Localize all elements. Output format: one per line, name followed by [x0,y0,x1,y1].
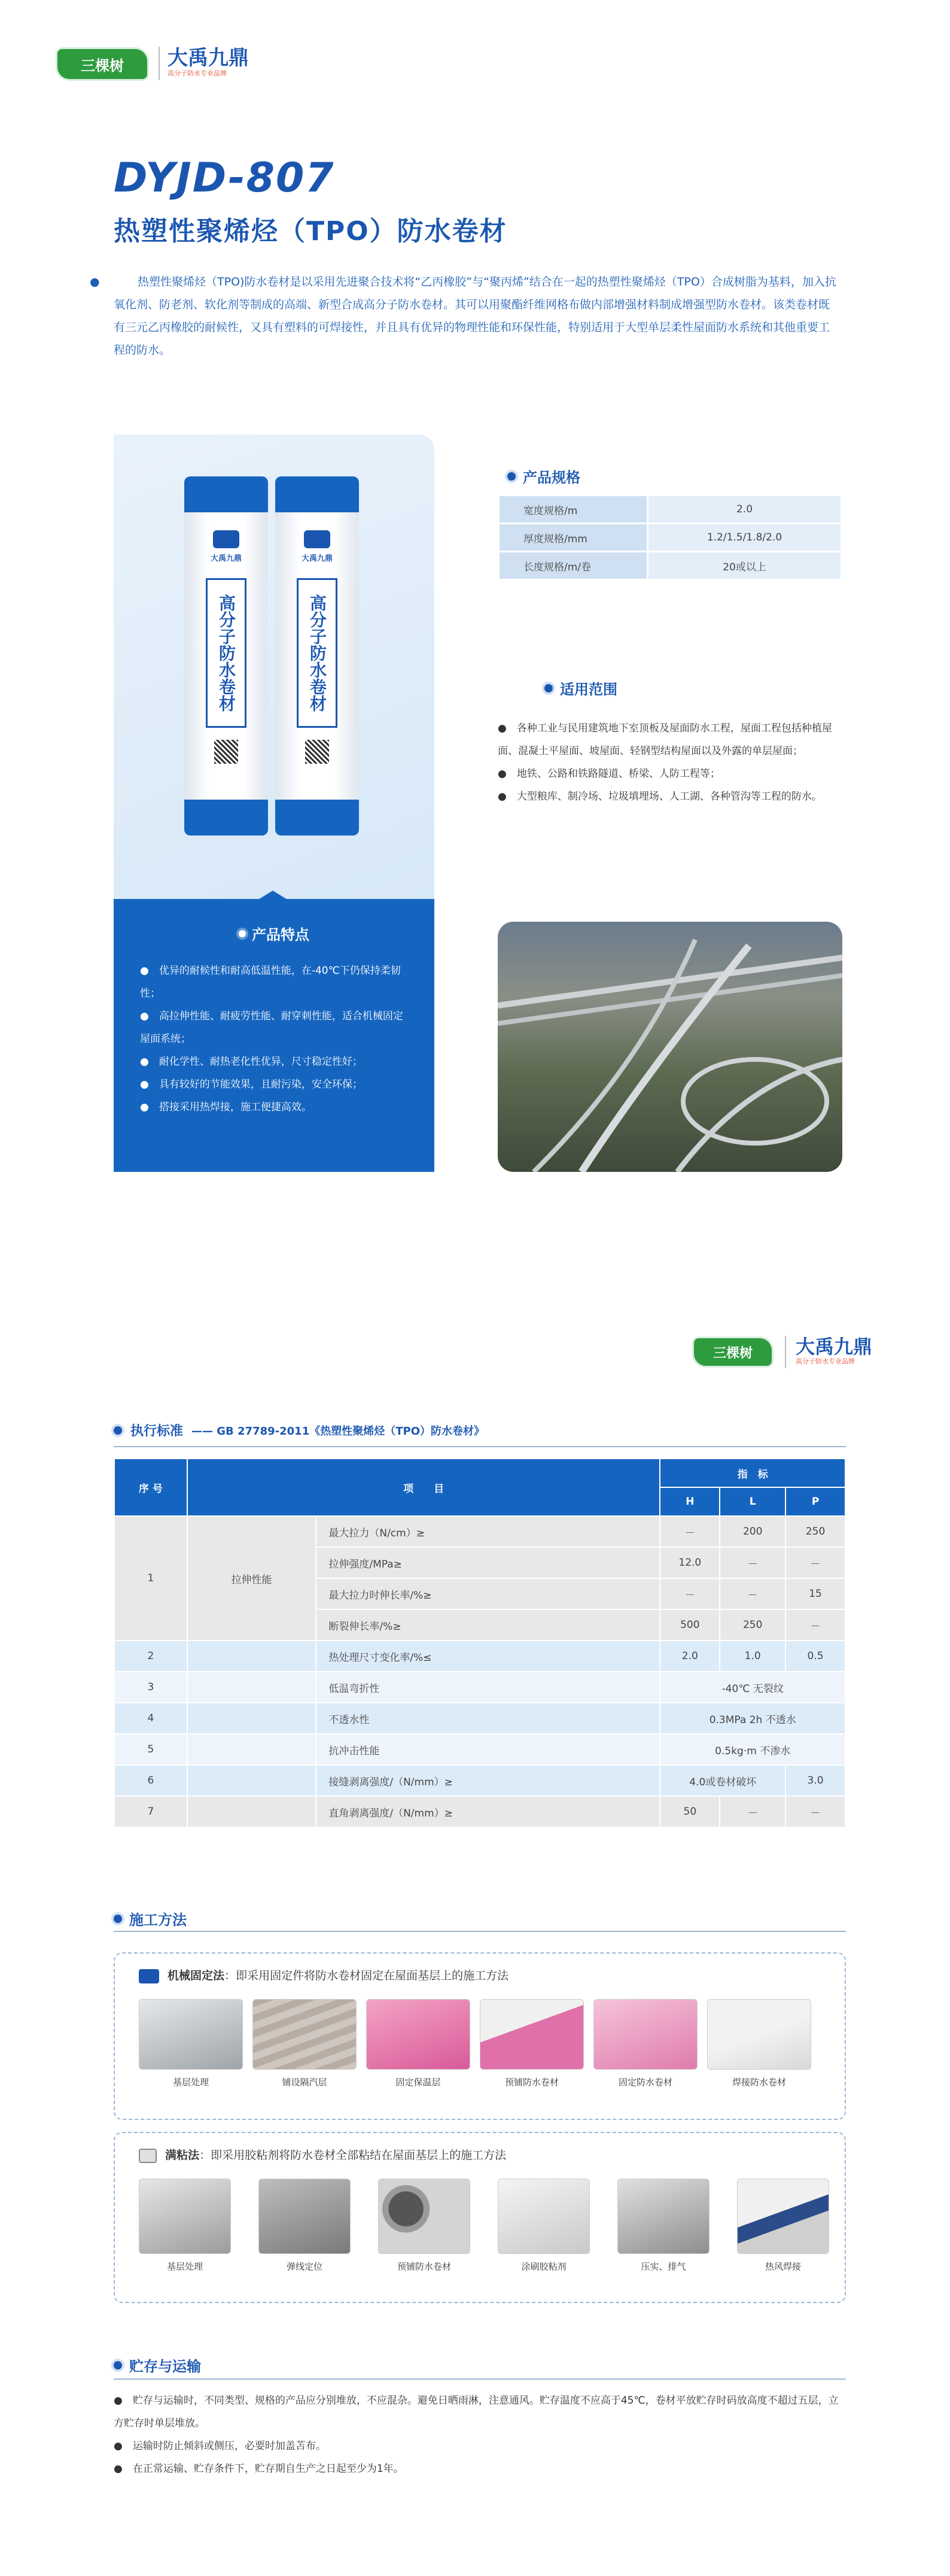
step-image [617,2179,710,2254]
step: 弹线定位 [258,2179,351,2273]
bullet-dot-icon [239,930,246,937]
adhesive-method-heading: 满粘法：即采用胶粘剂将防水卷材全部粘结在屋面基层上的施工方法 [139,2146,506,2163]
step: 涂刷胶粘剂 [498,2179,590,2273]
table-row: 拉伸强度/MPa≥ 12.0 － － [114,1547,845,1578]
qr-code-icon [305,740,329,764]
dayu-logo-sub: 高分子防水专业品牌 [168,69,227,77]
sankeshu-logo-2: 三棵树 [694,1338,772,1366]
step: 预铺防水卷材 [378,2179,470,2273]
feature-item: ● 高拉伸性能、耐疲劳性能、耐穿刺性能，适合机械固定屋面系统； [140,1010,403,1045]
dayu-logo-text: 大禹九鼎 [168,46,249,70]
spec-row: 厚度规格/mm 1.2/1.5/1.8/2.0 [500,524,841,551]
roll-title: 高分子防水卷材 [206,578,246,728]
step-image [707,1999,811,2070]
storage-list [114,2389,846,2480]
standard-heading [114,1421,485,1439]
scope-title: 适用范围 [560,681,617,698]
features-list [140,959,413,1119]
construction-title: 施工方法 [129,1912,187,1928]
brand-logos-top [57,45,159,83]
product-roll-right [275,476,359,836]
roll-title: 高分子防水卷材 [297,578,337,728]
sankeshu-logo: 三棵树 [57,49,147,79]
storage-divider [114,2378,846,2380]
performance-table [114,1458,846,1828]
specs-title: 产品规格 [523,469,580,486]
construction-divider [114,1931,846,1932]
adhesive-steps [139,2179,829,2273]
standard-divider [114,1446,846,1447]
scope-item: ● 大型粮库、制冷场、垃圾填埋场、人工湖、各种管沟等工程的防水。 [498,791,822,803]
step-image [480,1999,584,2070]
standard-text: —— GB 27789-2011《热塑性聚烯烃（TPO）防水卷材》 [191,1424,485,1438]
spec-row: 长度规格/m/卷 20或以上 [500,552,841,579]
highway-interchange-image [498,922,842,1172]
step-image [378,2179,470,2254]
step: 热风焊接 [737,2179,829,2273]
intro-text: 热塑性聚烯烃（TPO)防水卷材是以采用先进聚合技术将“乙丙橡胶”与“聚丙烯”结合在一起的热塑性聚烯烃（TPO）合成树脂为基料，加入抗氧化剂、防老剂、软化剂等制成的高端、新型合成高分子防水卷材。其可以用聚酯纤维网格布做内部增强材料制成增强型防水卷材。该类卷材既有三元乙丙橡胶的耐候性，又具有塑料的可焊接性，并且具有优异的物理性能和环保性能，特别适用于大型单层柔性屋面防水系统和其他重要工程的防水。 [114,275,836,357]
step: 预铺防水卷材 [480,1999,584,2088]
product-name: 热塑性聚烯烃（TPO）防水卷材 [114,216,507,247]
roll-brand: 大禹九鼎 [210,554,242,563]
specs-table [498,494,842,581]
feature-item: ● 优异的耐候性和耐高低温性能，在-40℃下仍保持柔韧性； [140,965,401,1000]
adhesive-method-box [114,2132,846,2303]
features-panel [114,899,434,1172]
product-code: DYJD-807 [114,154,335,202]
table-header-row: H L P [114,1487,845,1516]
step: 固定保温层 [366,1999,470,2088]
mechanical-method-box [114,1952,846,2120]
aerial-highway-photo [498,922,842,1172]
step: 压实、排气 [617,2179,710,2273]
scope-heading [544,678,617,698]
table-row: 断裂伸长率/%≥ 500 250 － [114,1609,845,1641]
intro-bullet: ● [90,275,100,288]
dayu-logo-2 [796,1337,872,1366]
step-image [498,2179,590,2254]
step-image [139,1999,243,2070]
bullet-dot-icon [114,1426,122,1435]
feature-item: ● 耐化学性、耐热老化性优异，尺寸稳定性好； [140,1056,363,1068]
roller-icon [139,2149,157,2163]
features-pointer [257,891,288,900]
scope-list [498,717,842,808]
roll-cap [275,476,359,512]
table-row: 7 直角剥离强度/（N/mm）≥ 50 － － [114,1796,845,1827]
drill-icon [139,1969,159,1983]
product-intro [90,271,838,362]
qr-code-icon [214,740,238,764]
feature-item: ● 搭接采用热焊接，施工便捷高效。 [140,1101,312,1113]
standard-title: 执行标准 [130,1424,184,1439]
bullet-dot-icon [114,2361,122,2370]
storage-heading [114,2355,201,2375]
spec-row: 宽度规格/m 2.0 [500,496,841,523]
roll-cap [184,476,268,512]
product-roll-left [184,476,268,836]
roll-brand: 大禹九鼎 [301,554,333,563]
logo-divider [159,47,160,80]
bullet-dot-icon [114,1915,122,1923]
storage-item: ● 在正常运输、贮存条件下，贮存期自生产之日起至少为1年。 [114,2463,404,2475]
step: 基层处理 [139,1999,243,2088]
table-row: 最大拉力时伸长率/%≥ － － 15 [114,1578,845,1609]
step: 基层处理 [139,2179,231,2273]
mechanical-steps [139,1999,811,2088]
storage-item: ● 贮存与运输时，不同类型、规格的产品应分别堆放，不应混杂。避免日晒雨淋，注意通风。贮存温度不应高于45℃，卷材平放贮存时码放高度不超过五层，立方贮存时单层堆放。 [114,2395,839,2429]
table-row: 6 接缝剥离强度/（N/mm）≥ 4.0或卷材破坏 3.0 [114,1765,845,1796]
step-image [737,2179,829,2254]
table-row: 5 抗冲击性能 0.5kg·m 不渗水 [114,1734,845,1765]
scope-item: ● 地铁、公路和铁路隧道、桥梁、人防工程等； [498,768,720,780]
step-image [139,2179,231,2254]
step: 焊接防水卷材 [707,1999,811,2088]
dayu-logo [168,48,249,78]
bullet-dot-icon [544,684,553,692]
feature-item: ● 具有较好的节能效果，且耐污染，安全环保； [140,1079,363,1090]
mechanical-method-heading: 机械固定法：即采用固定件将防水卷材固定在屋面基层上的施工方法 [139,1967,509,1983]
roll-logo-icon [304,530,330,548]
features-title: 产品特点 [252,926,309,943]
step-image [252,1999,357,2070]
step: 铺设隔汽层 [252,1999,357,2088]
table-header-row: 序 号 项 目 指 标 [114,1459,845,1487]
table-row: 4 不透水性 0.3MPa 2h 不透水 [114,1703,845,1734]
product-image-panel [114,435,434,899]
step: 固定防水卷材 [593,1999,698,2088]
step-image [258,2179,351,2254]
construction-heading [114,1908,187,1929]
storage-title: 贮存与运输 [129,2358,201,2375]
step-image [593,1999,698,2070]
storage-item: ● 运输时防止倾斜或侧压，必要时加盖苫布。 [114,2440,326,2452]
roll-cap [275,800,359,836]
features-heading [114,923,434,944]
table-row: 1 拉伸性能 最大拉力（N/cm）≥ － 200 250 [114,1516,845,1547]
specs-heading [507,466,580,487]
scope-item: ● 各种工业与民用建筑地下室顶板及屋面防水工程，屋面工程包括种植屋面、混凝土平屋面、坡屋面、轻钢型结构屋面以及外露的单层屋面； [498,722,832,757]
dayu-logo-text: 大禹九鼎 [796,1335,873,1358]
table-row: 2 热处理尺寸变化率/%≤ 2.0 1.0 0.5 [114,1641,845,1672]
roll-cap [184,800,268,836]
logo-divider-2 [785,1336,786,1368]
dayu-logo-sub: 高分子防水专业品牌 [796,1357,855,1365]
table-row: 3 低温弯折性 -40℃ 无裂纹 [114,1672,845,1703]
bullet-dot-icon [507,472,516,481]
step-image [366,1999,470,2070]
roll-logo-icon [213,530,239,548]
